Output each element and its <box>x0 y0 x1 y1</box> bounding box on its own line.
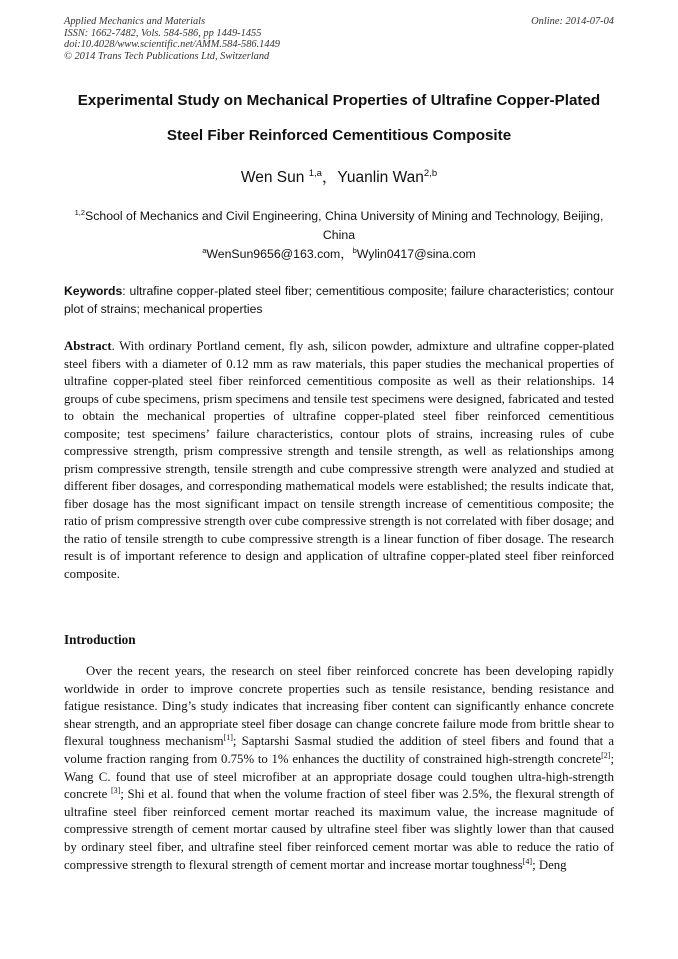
citation-ref-4[interactable]: [4] <box>522 856 533 866</box>
introduction-paragraph <box>64 663 614 874</box>
issn-line: ISSN: 1662-7482, Vols. 584-586, pp 1449-1455 <box>64 27 262 39</box>
author-1-affil-mark: 1,a <box>308 168 322 179</box>
introduction-heading: Introduction <box>64 632 136 647</box>
intro-text-5: ; Deng <box>532 857 567 872</box>
citation-ref-3[interactable]: [3] <box>110 786 121 796</box>
journal-name: Applied Mechanics and Materials <box>64 16 206 27</box>
journal-header <box>64 16 280 62</box>
author-separator: ， <box>321 169 338 186</box>
paper-title-line-1: Experimental Study on Mechanical Properties of Ultrafine Copper-Plated <box>77 92 601 109</box>
email-separator: ， <box>340 247 353 261</box>
affiliation-text: School of Mechanics and Civil Engineering, China University of Mining and Technology, Beijing, China <box>85 209 604 242</box>
citation-ref-1[interactable]: [1] <box>223 733 233 743</box>
abstract-text: . With ordinary Portland cement, fly ash, silicon powder, admixture and ultrafine copper-plated steel fibers with a diameter of 0.12 mm as raw materials, this paper studies the mechanical properties of ultrafine copper-plated steel fiber reinforced cementitious composite as well as their relationships. 14 groups of cube specimens, prism specimens and tensile test specimens were designed, fabricated and tested to obtain the mechanical properties of ultrafine copper-plated steel fiber reinforced cementitious composite; test specimens’ failure characteristics, contour plots of strains, increasing rules of cube compressive strength, prism compressive strength and tensile strength, as well as relationships among prism compressive strength, tensile strength and cube compressive strength were analyzed and studied at different fiber dosages, and corresponding mathematical models were established; the results indicate that, fiber dosage has the most significant impact on tensile strength increase of cementitious composite; the ratio of prism compressive strength over cube compressive strength is not correlated with fiber dosage; and the ratio of tensile strength to cube compressive strength is a linear function of fiber dosage. The research result is of important reference to design and application of ultrafine copper-plated steel fiber reinforced composite. <box>64 339 614 581</box>
email-list <box>0 244 678 262</box>
abstract-section <box>64 338 614 583</box>
intro-text-1: Over the recent years, the research on steel fiber reinforced concrete has been developing rapidly worldwide in order to improve concrete properties such as tensile resistance, bending resistance and fatigue resistance. Ding’s study indicates that increasing fiber content can significantly enhance concrete shear strength, and an appropriate steel fiber dosage can change concrete failure mode from brittle shear to flexural toughness mechanism <box>64 664 614 749</box>
author-list <box>0 165 678 187</box>
email-a: WenSun9656@163.com <box>206 247 341 261</box>
affiliation <box>64 203 614 245</box>
intro-text-4: ; Shi et al. found that when the volume fraction of steel fiber was 2.5%, the flexural strength of ultrafine steel fiber reinforced cement mortar reached its maximum value, the increase magnitude of compressive strength of cement mortar caused by ultrafine steel fiber was slightly lower than that caused by ordinary steel fiber, and ultrafine steel fiber reinforced cement mortar was able to reduce the ratio of compressive strength to flexural strength of cement mortar and increase mortar toughness <box>64 787 614 872</box>
intro-text-2: ; Saptarshi Sasmal studied the addition of steel fibers and found that a volume fraction ranging from 0.75% to 1% enhances the ductility of constrained high-strength concrete <box>64 734 615 766</box>
keywords-text: : ultrafine copper-plated steel fiber; cementitious composite; failure characteristics; contour plot of strains; mechanical properties <box>64 284 614 316</box>
email-b-mark: b <box>352 246 357 255</box>
keywords-section <box>64 283 614 318</box>
affiliation-mark: 1,2 <box>74 208 86 217</box>
online-date: Online: 2014-07-04 <box>531 16 614 27</box>
author-1: Wen Sun <box>240 169 305 186</box>
author-2-affil-mark: 2,b <box>423 168 438 179</box>
email-a-mark: a <box>202 246 207 255</box>
intro-text-3: ; Wang C. found that use of steel microfiber at an appropriate dosage could toughen ultra-high-strength concrete <box>64 751 614 802</box>
email-b: Wylin0417@sina.com <box>356 247 476 261</box>
citation-ref-2[interactable]: [2] <box>601 750 611 760</box>
copyright-line: © 2014 Trans Tech Publications Ltd, Switzerland <box>64 50 270 62</box>
doi-line: doi:10.4028/www.scientific.net/AMM.584-586.1449 <box>64 39 280 51</box>
author-2: Yuanlin Wan <box>337 169 424 186</box>
abstract-label: Abstract <box>64 339 112 353</box>
paper-title-line-2: Steel Fiber Reinforced Cementitious Composite <box>166 127 512 144</box>
keywords-label: Keywords <box>64 284 123 298</box>
